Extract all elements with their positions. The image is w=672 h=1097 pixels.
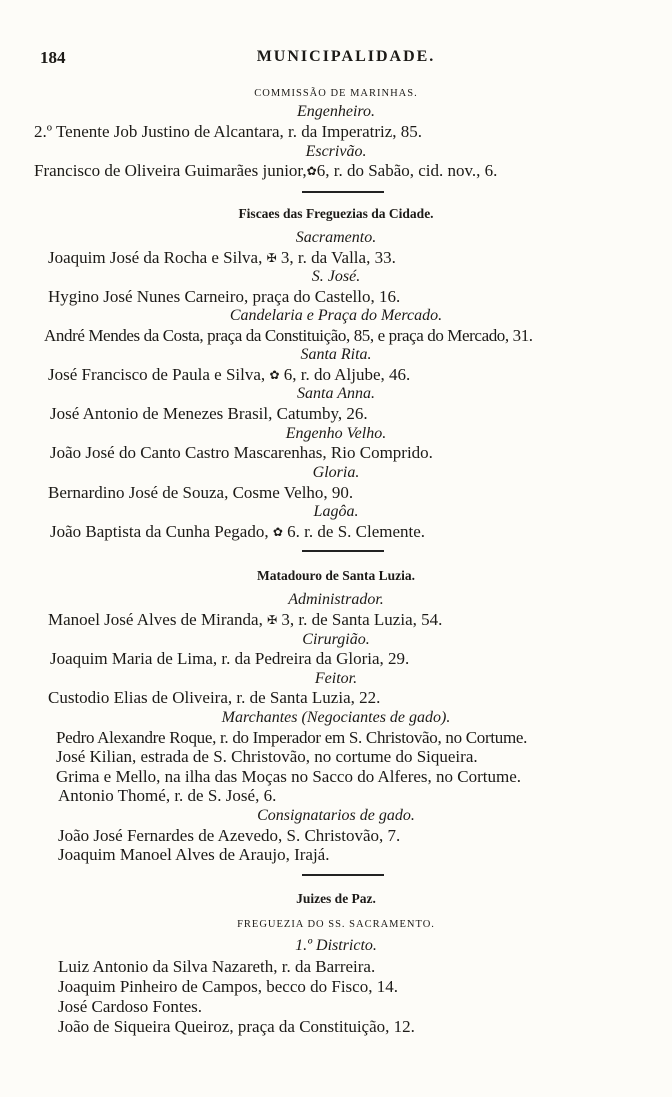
entry-marchante: Pedro Alexandre Roque, r. do Imperador em S. Christovão, no Cortume. — [56, 728, 528, 747]
page-header — [40, 48, 652, 72]
title-feitor: Feitor. — [314, 670, 358, 687]
divider — [302, 874, 384, 876]
entry-marchante: José Kilian, estrada de S. Christovão, no cortume do Siqueira. — [56, 747, 478, 766]
freguezia-heading: FREGUEZIA DO SS. SACRAMENTO. — [237, 919, 435, 930]
entry-escrivao — [34, 161, 497, 181]
divider — [302, 191, 384, 193]
title-cirurgiao: Cirurgião. — [302, 631, 370, 648]
entry-name: Francisco de Oliveira Guimarães junior, — [34, 161, 307, 180]
entry-engenho-velho: João José do Canto Castro Mascarenhas, Rio Comprido. — [50, 443, 433, 462]
entry-address: 6, r. do Sabão, cid. nov., 6. — [316, 161, 498, 180]
page-title: MUNICIPALIDADE. — [256, 48, 436, 65]
entry-juiz: João de Siqueira Queiroz, praça da Constituição, 12. — [58, 1017, 415, 1036]
cross-order-icon: ✠ — [266, 251, 277, 265]
section-heading-matadouro: Matadouro de Santa Luzia. — [256, 568, 416, 583]
entry-marchante: Grima e Mello, na ilha das Moças no Sacco do Alferes, no Cortume. — [56, 767, 522, 786]
divider — [302, 550, 384, 552]
title-lagoa: Lagôa. — [313, 503, 359, 520]
cross-order-icon: ✠ — [267, 613, 278, 627]
entry-name: Joaquim José da Rocha e Silva, — [48, 248, 263, 267]
entry-gloria: Bernardino José de Souza, Cosme Velho, 90. — [48, 483, 354, 502]
title-gloria: Gloria. — [312, 464, 360, 481]
entry-engenheiro: 2.º Tenente Job Justino de Alcantara, r. da Imperatriz, 85. — [34, 122, 423, 141]
title-administrador: Administrador. — [288, 591, 384, 608]
entry-address: 3, r. de Santa Luzia, 54. — [281, 610, 443, 629]
rose-order-icon: ✿ — [272, 525, 283, 539]
entry-consignatario: João José Fernardes de Azevedo, S. Christovão, 7. — [58, 826, 401, 845]
entry-marchante: Antonio Thomé, r. de S. José, 6. — [58, 786, 277, 805]
title-candelaria: Candelaria e Praça do Mercado. — [229, 307, 443, 324]
entry-address: 6, r. do Aljube, 46. — [283, 365, 411, 384]
entry-name: José Francisco de Paula e Silva, — [48, 365, 266, 384]
entry-address: 3, r. da Valla, 33. — [280, 248, 396, 267]
title-marchantes: Marchantes (Negociantes de gado). — [221, 709, 451, 726]
section-heading-comissao: COMMISSÃO DE MARINHAS. — [254, 88, 418, 99]
entry-juiz: José Cardoso Fontes. — [58, 997, 203, 1016]
entry-santa-anna: José Antonio de Menezes Brasil, Catumby, 26. — [50, 404, 368, 423]
title-sacramento: Sacramento. — [295, 229, 377, 246]
section-heading-juizes: Juizes de Paz. — [296, 891, 376, 906]
rose-order-icon: ✿ — [306, 164, 317, 178]
entry-cirurgiao: Joaquim Maria de Lima, r. da Pedreira da Gloria, 29. — [50, 649, 410, 668]
entry-candelaria: André Mendes da Costa, praça da Constituição, 85, e praça do Mercado, 31. — [44, 326, 533, 345]
title-engenheiro: Engenheiro. — [296, 103, 376, 120]
section-heading-fiscaes: Fiscaes das Freguezias da Cidade. — [238, 206, 434, 221]
entry-consignatario: Joaquim Manoel Alves de Araujo, Irajá. — [58, 845, 330, 864]
entry-lagoa — [50, 522, 425, 542]
entry-juiz: Luiz Antonio da Silva Nazareth, r. da Barreira. — [58, 957, 376, 976]
title-consignatarios: Consignatarios de gado. — [257, 807, 415, 824]
entry-s-jose: Hygino José Nunes Carneiro, praça do Castello, 16. — [48, 287, 401, 306]
title-santa-anna: Santa Anna. — [297, 385, 375, 402]
entry-santa-rita — [48, 365, 410, 385]
entry-sacramento — [48, 248, 396, 268]
entry-name: Manoel José Alves de Miranda, — [48, 610, 263, 629]
page-number: 184 — [40, 48, 66, 67]
entry-juiz: Joaquim Pinheiro de Campos, becco do Fisco, 14. — [58, 977, 398, 996]
title-s-jose: S. José. — [311, 268, 361, 285]
entry-feitor: Custodio Elias de Oliveira, r. de Santa Luzia, 22. — [48, 688, 381, 707]
entry-administrador — [48, 610, 442, 630]
rose-order-icon: ✿ — [269, 368, 280, 382]
title-escrivao: Escrivão. — [305, 143, 367, 160]
entry-address: 6. r. de S. Clemente. — [287, 522, 426, 541]
title-santa-rita: Santa Rita. — [300, 346, 372, 363]
entry-name: João Baptista da Cunha Pegado, — [50, 522, 269, 541]
title-engenho-velho: Engenho Velho. — [285, 425, 387, 442]
title-districto: 1.º Districto. — [295, 937, 377, 954]
